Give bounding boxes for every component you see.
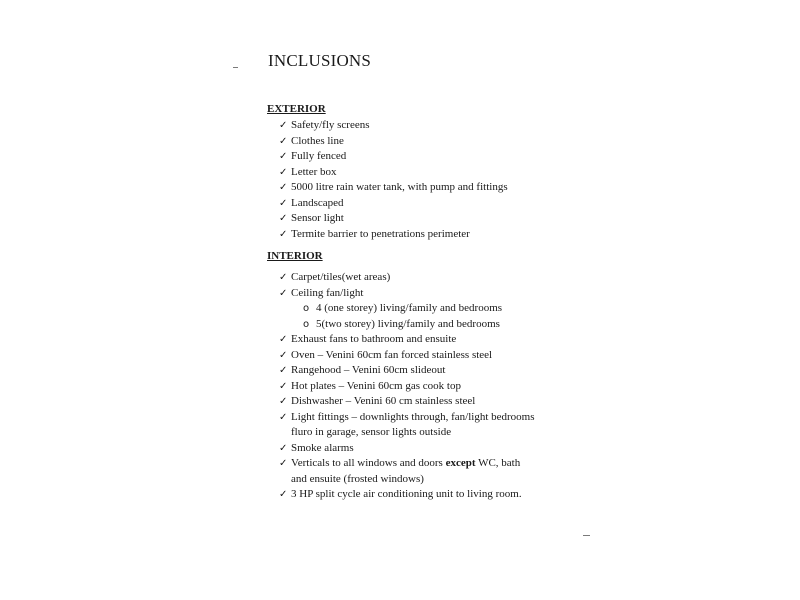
interior-list <box>279 270 535 503</box>
checkmark-icon: ✓ <box>279 182 288 193</box>
checkmark-icon: ✓ <box>279 120 288 131</box>
list-item-text: Oven – Venini 60cm fan forced stainless steel <box>291 348 493 361</box>
interior-heading: INTERIOR <box>267 250 323 262</box>
list-item <box>279 211 508 227</box>
checkmark-icon: ✓ <box>279 197 288 209</box>
list-item-text: Hot plates – Venini 60cm gas cook top <box>291 379 461 392</box>
ceiling-fan-sublist <box>291 301 535 332</box>
checkmark-icon: ✓ <box>279 396 288 407</box>
list-item-text: Clothes line <box>291 134 344 147</box>
list-item-text-continued: and ensuite (frosted windows) <box>291 472 424 485</box>
hollow-bullet-icon: o <box>303 318 310 330</box>
list-item-text: 5000 litre rain water tank, with pump and fittings <box>291 181 508 193</box>
list-item-text: Termite barrier to penetrations perimeter <box>291 227 470 240</box>
list-item <box>279 227 508 243</box>
list-item-text: Ceiling fan/light <box>291 286 364 299</box>
exterior-heading: EXTERIOR <box>267 103 326 115</box>
list-item <box>279 149 508 165</box>
list-item-text: Letter box <box>291 165 337 178</box>
list-item <box>279 379 535 395</box>
list-item-text: Fully fenced <box>291 150 347 162</box>
checkmark-icon: ✓ <box>279 166 288 178</box>
document-title: INCLUSIONS <box>268 51 372 70</box>
list-item <box>279 394 535 410</box>
list-item-text: Light fittings – downlights through, fan/light bedrooms <box>291 410 535 423</box>
list-item <box>279 118 508 134</box>
list-item <box>279 286 535 333</box>
checkmark-icon: ✓ <box>279 228 288 240</box>
list-item-text: Smoke alarms <box>291 441 354 454</box>
list-item <box>279 270 535 286</box>
list-item <box>279 348 535 364</box>
checkmark-icon: ✓ <box>279 380 288 392</box>
verticals-text-end: WC, bath <box>475 457 521 469</box>
checkmark-icon: ✓ <box>279 135 288 147</box>
exterior-list <box>279 118 508 242</box>
checkmark-icon: ✓ <box>279 489 288 500</box>
list-item <box>279 363 535 379</box>
checkmark-icon: ✓ <box>279 334 288 345</box>
list-item-text: 3 HP split cycle air conditioning unit to living room. <box>291 488 522 500</box>
list-item-text: Landscaped <box>291 196 344 209</box>
sub-list-item-text: 5(two storey) living/family and bedrooms <box>316 317 500 330</box>
list-item <box>279 180 508 196</box>
scan-speck <box>233 67 238 68</box>
list-item <box>279 196 508 212</box>
hollow-bullet-icon: o <box>303 303 310 314</box>
checkmark-icon: ✓ <box>279 442 288 454</box>
checkmark-icon: ✓ <box>279 151 288 162</box>
list-item <box>279 487 535 503</box>
list-item <box>279 456 535 487</box>
list-item-text: Carpet/tiles(wet areas) <box>291 271 391 283</box>
checkmark-icon: ✓ <box>279 272 288 283</box>
checkmark-icon: ✓ <box>279 213 288 224</box>
checkmark-icon: ✓ <box>279 365 288 376</box>
sub-list-item <box>303 317 535 333</box>
list-item-text: Sensor light <box>291 212 344 224</box>
sub-list-item-text: 4 (one storey) living/family and bedrooms <box>316 302 503 314</box>
list-item-text: Rangehood – Venini 60cm slideout <box>291 364 446 376</box>
list-item-text: Exhaust fans to bathroom and ensuite <box>291 333 457 345</box>
list-item-text: Safety/fly screens <box>291 119 370 131</box>
list-item-text-continued: fluro in garage, sensor lights outside <box>291 426 452 438</box>
list-item <box>279 165 508 181</box>
checkmark-icon: ✓ <box>279 458 288 469</box>
list-item <box>279 410 535 441</box>
list-item <box>279 332 535 348</box>
checkmark-icon: ✓ <box>279 349 288 361</box>
list-item-text: Dishwasher – Venini 60 cm stainless steel <box>291 395 476 407</box>
list-item-text <box>291 456 535 472</box>
checkmark-icon: ✓ <box>279 411 288 423</box>
list-item <box>279 441 535 457</box>
verticals-emphasis: except <box>445 457 476 469</box>
sub-list-item <box>303 301 535 317</box>
scan-speck <box>583 535 590 536</box>
verticals-text-start: Verticals to all windows and doors <box>291 457 446 469</box>
checkmark-icon: ✓ <box>279 287 288 299</box>
list-item <box>279 134 508 150</box>
